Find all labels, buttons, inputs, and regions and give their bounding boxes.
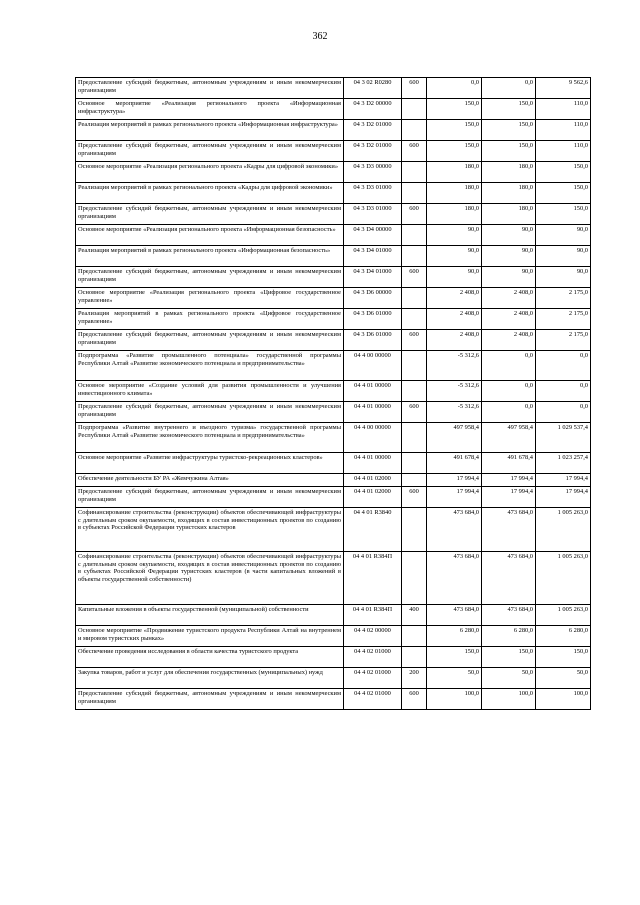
row-expense-type xyxy=(402,162,427,183)
row-value-3: 110,0 xyxy=(536,99,591,120)
row-value-1: 90,0 xyxy=(427,225,482,246)
table-row xyxy=(76,141,591,162)
row-name: Реализация мероприятий в рамках регионального проекта «Информационная безопасность» xyxy=(76,246,344,267)
row-expense-type xyxy=(402,288,427,309)
row-value-3: 2 175,0 xyxy=(536,309,591,330)
row-value-2: 491 678,4 xyxy=(482,453,536,474)
row-value-2: 180,0 xyxy=(482,162,536,183)
row-expense-type xyxy=(402,120,427,141)
table-row xyxy=(76,453,591,474)
row-name: Реализация мероприятий в рамках регионального проекта «Цифровое государственное управление» xyxy=(76,309,344,330)
row-value-1: -5 312,6 xyxy=(427,351,482,381)
table-row xyxy=(76,162,591,183)
table-row xyxy=(76,689,591,710)
row-value-3: 0,0 xyxy=(536,381,591,402)
row-value-1: 150,0 xyxy=(427,141,482,162)
row-value-3: 1 005 263,0 xyxy=(536,552,591,605)
row-code: 04 3 D4 01000 xyxy=(344,267,402,288)
row-expense-type xyxy=(402,309,427,330)
row-value-3: 150,0 xyxy=(536,204,591,225)
row-value-2: 6 280,0 xyxy=(482,626,536,647)
table-row xyxy=(76,668,591,689)
row-name: Предоставление субсидий бюджетным, автономным учреждениям и иным некоммерческим организациям xyxy=(76,402,344,423)
row-name: Подпрограмма «Развитие внутреннего и въездного туризма» государственной программы Республики Алтай «Развитие экономического потенциала и предпринимательства» xyxy=(76,423,344,453)
row-name: Реализация мероприятий в рамках регионального проекта «Информационная инфраструктура» xyxy=(76,120,344,141)
row-code: 04 4 01 R384П xyxy=(344,552,402,605)
row-code: 04 4 02 01000 xyxy=(344,647,402,668)
row-value-2: 150,0 xyxy=(482,99,536,120)
row-name: Реализация мероприятий в рамках регионального проекта «Кадры для цифровой экономики» xyxy=(76,183,344,204)
table-row xyxy=(76,267,591,288)
row-value-1: 17 994,4 xyxy=(427,487,482,508)
row-value-2: 100,0 xyxy=(482,689,536,710)
row-expense-type xyxy=(402,351,427,381)
row-name: Основное мероприятие «Развитие инфраструктуры туристско-рекреационных кластеров» xyxy=(76,453,344,474)
row-value-2: 2 408,0 xyxy=(482,330,536,351)
row-name: Предоставление субсидий бюджетным, автономным учреждениям и иным некоммерческим организациям xyxy=(76,487,344,508)
row-value-3: 17 994,4 xyxy=(536,487,591,508)
row-value-2: 180,0 xyxy=(482,204,536,225)
row-name: Капитальные вложения в объекты государственной (муниципальной) собственности xyxy=(76,605,344,626)
row-code: 04 3 D4 01000 xyxy=(344,246,402,267)
row-code: 04 3 D3 00000 xyxy=(344,162,402,183)
table-row xyxy=(76,288,591,309)
row-value-3: 110,0 xyxy=(536,141,591,162)
row-expense-type: 600 xyxy=(402,204,427,225)
row-code: 04 4 01 R384П xyxy=(344,605,402,626)
row-value-1: 2 408,0 xyxy=(427,288,482,309)
table-row xyxy=(76,330,591,351)
row-value-2: 2 408,0 xyxy=(482,288,536,309)
row-expense-type: 600 xyxy=(402,487,427,508)
row-expense-type xyxy=(402,453,427,474)
row-name: Основное мероприятие «Создание условий для развития промышленности и улучшения инвестиционного климата» xyxy=(76,381,344,402)
row-code: 04 4 02 01000 xyxy=(344,668,402,689)
row-value-3: 0,0 xyxy=(536,351,591,381)
row-value-2: 17 994,4 xyxy=(482,487,536,508)
row-expense-type: 600 xyxy=(402,689,427,710)
row-value-3: 0,0 xyxy=(536,402,591,423)
row-value-1: 2 408,0 xyxy=(427,309,482,330)
row-code: 04 3 D4 00000 xyxy=(344,225,402,246)
row-value-1: 180,0 xyxy=(427,183,482,204)
row-value-2: 0,0 xyxy=(482,78,536,99)
row-value-1: 473 684,0 xyxy=(427,508,482,552)
table-row xyxy=(76,120,591,141)
row-expense-type: 600 xyxy=(402,402,427,423)
table-row xyxy=(76,423,591,453)
row-name: Основное мероприятие «Продвижение туристского продукта Республики Алтай на внутреннем и мировом туристских рынках» xyxy=(76,626,344,647)
row-value-3: 50,0 xyxy=(536,668,591,689)
table-row xyxy=(76,647,591,668)
row-value-3: 1 029 537,4 xyxy=(536,423,591,453)
table-row xyxy=(76,474,591,487)
row-value-2: 150,0 xyxy=(482,647,536,668)
row-expense-type xyxy=(402,508,427,552)
row-value-1: 473 684,0 xyxy=(427,552,482,605)
row-value-3: 90,0 xyxy=(536,225,591,246)
table-row xyxy=(76,605,591,626)
row-code: 04 3 02 R0280 xyxy=(344,78,402,99)
row-value-1: 6 280,0 xyxy=(427,626,482,647)
row-value-1: 0,0 xyxy=(427,78,482,99)
row-value-1: 90,0 xyxy=(427,267,482,288)
row-value-1: 473 684,0 xyxy=(427,605,482,626)
row-value-2: 0,0 xyxy=(482,402,536,423)
row-expense-type: 600 xyxy=(402,78,427,99)
row-expense-type: 600 xyxy=(402,267,427,288)
row-expense-type: 600 xyxy=(402,141,427,162)
row-code: 04 3 D6 01000 xyxy=(344,330,402,351)
row-value-3: 110,0 xyxy=(536,120,591,141)
row-value-2: 473 684,0 xyxy=(482,605,536,626)
row-value-1: 497 958,4 xyxy=(427,423,482,453)
row-expense-type xyxy=(402,183,427,204)
row-name: Обеспечение проведения исследования в области качества туристского продукта xyxy=(76,647,344,668)
budget-table xyxy=(75,77,591,710)
row-name: Софинансирование строительства (реконструкции) объектов обеспечивающей инфраструктуры с длительным сроком окупаемости, входящих в состав инвестиционных проектов по созданию в субъектах Российской Федерации туристских кластеров (в части капитальных вложений в объекты государственной собственности) xyxy=(76,552,344,605)
row-name: Предоставление субсидий бюджетным, автономным учреждениям и иным некоммерческим организациям xyxy=(76,689,344,710)
row-expense-type: 200 xyxy=(402,668,427,689)
table-row xyxy=(76,204,591,225)
row-value-2: 150,0 xyxy=(482,120,536,141)
table-row xyxy=(76,552,591,605)
row-value-2: 50,0 xyxy=(482,668,536,689)
row-value-3: 150,0 xyxy=(536,183,591,204)
row-code: 04 4 02 00000 xyxy=(344,626,402,647)
row-value-3: 2 175,0 xyxy=(536,288,591,309)
row-name: Софинансирование строительства (реконструкции) объектов обеспечивающей инфраструктуры с длительным сроком окупаемости, входящих в состав инвестиционных проектов по созданию в субъектах Российской Федерации туристских кластеров xyxy=(76,508,344,552)
row-value-1: 180,0 xyxy=(427,204,482,225)
row-value-3: 17 994,4 xyxy=(536,474,591,487)
row-expense-type xyxy=(402,626,427,647)
row-name: Основное мероприятие «Реализация регионального проекта «Цифровое государственное управление» xyxy=(76,288,344,309)
row-code: 04 3 D3 01000 xyxy=(344,183,402,204)
row-value-3: 150,0 xyxy=(536,647,591,668)
row-value-1: 150,0 xyxy=(427,647,482,668)
row-expense-type xyxy=(402,647,427,668)
table-row xyxy=(76,183,591,204)
row-value-3: 2 175,0 xyxy=(536,330,591,351)
row-value-1: 17 994,4 xyxy=(427,474,482,487)
row-name: Предоставление субсидий бюджетным, автономным учреждениям и иным некоммерческим организациям xyxy=(76,330,344,351)
row-code: 04 4 01 00000 xyxy=(344,381,402,402)
row-value-3: 1 005 263,0 xyxy=(536,508,591,552)
row-expense-type xyxy=(402,246,427,267)
row-value-1: -5 312,6 xyxy=(427,402,482,423)
row-value-1: 150,0 xyxy=(427,99,482,120)
row-value-1: 50,0 xyxy=(427,668,482,689)
row-expense-type xyxy=(402,474,427,487)
row-code: 04 4 01 00000 xyxy=(344,402,402,423)
row-value-2: 497 958,4 xyxy=(482,423,536,453)
table-row xyxy=(76,351,591,381)
row-expense-type: 600 xyxy=(402,330,427,351)
row-name: Закупка товаров, работ и услуг для обеспечения государственных (муниципальных) нужд xyxy=(76,668,344,689)
row-code: 04 3 D2 01000 xyxy=(344,120,402,141)
row-expense-type: 400 xyxy=(402,605,427,626)
row-name: Предоставление субсидий бюджетным, автономным учреждениям и иным некоммерческим организациям xyxy=(76,267,344,288)
row-value-1: 2 408,0 xyxy=(427,330,482,351)
table-row xyxy=(76,487,591,508)
table-row xyxy=(76,402,591,423)
table-row xyxy=(76,309,591,330)
table-row xyxy=(76,246,591,267)
table-row xyxy=(76,381,591,402)
row-value-2: 150,0 xyxy=(482,141,536,162)
row-value-2: 2 408,0 xyxy=(482,309,536,330)
table-row xyxy=(76,225,591,246)
row-value-1: 150,0 xyxy=(427,120,482,141)
row-value-1: 100,0 xyxy=(427,689,482,710)
row-name: Основное мероприятие «Реализация регионального проекта «Кадры для цифровой экономики» xyxy=(76,162,344,183)
row-value-2: 473 684,0 xyxy=(482,552,536,605)
row-value-1: 90,0 xyxy=(427,246,482,267)
row-expense-type xyxy=(402,552,427,605)
page-number: 362 xyxy=(312,31,328,42)
row-expense-type xyxy=(402,99,427,120)
row-code: 04 3 D2 00000 xyxy=(344,99,402,120)
row-name: Подпрограмма «Развитие промышленного потенциала» государственной программы Республики Алтай «Развитие экономического потенциала и предпринимательства» xyxy=(76,351,344,381)
row-value-3: 1 005 263,0 xyxy=(536,605,591,626)
row-code: 04 4 01 02000 xyxy=(344,487,402,508)
row-value-2: 17 994,4 xyxy=(482,474,536,487)
row-value-2: 90,0 xyxy=(482,246,536,267)
table-row xyxy=(76,626,591,647)
row-name: Предоставление субсидий бюджетным, автономным учреждениям и иным некоммерческим организациям xyxy=(76,141,344,162)
row-value-2: 473 684,0 xyxy=(482,508,536,552)
row-value-3: 100,0 xyxy=(536,689,591,710)
row-code: 04 3 D2 01000 xyxy=(344,141,402,162)
row-name: Основное мероприятие «Реализация регионального проекта «Информационная безопасность» xyxy=(76,225,344,246)
row-value-2: 0,0 xyxy=(482,351,536,381)
row-code: 04 4 02 01000 xyxy=(344,689,402,710)
row-code: 04 4 00 00000 xyxy=(344,351,402,381)
row-name: Предоставление субсидий бюджетным, автономным учреждениям и иным некоммерческим организациям xyxy=(76,78,344,99)
row-code: 04 3 D6 00000 xyxy=(344,288,402,309)
row-value-3: 90,0 xyxy=(536,246,591,267)
row-value-1: 491 678,4 xyxy=(427,453,482,474)
row-value-3: 1 023 257,4 xyxy=(536,453,591,474)
row-value-3: 150,0 xyxy=(536,162,591,183)
table-row xyxy=(76,99,591,120)
row-name: Обеспечение деятельности БУ РА «Жемчужина Алтая» xyxy=(76,474,344,487)
row-code: 04 4 01 02000 xyxy=(344,474,402,487)
row-value-1: 180,0 xyxy=(427,162,482,183)
row-name: Основное мероприятие «Реализация регионального проекта «Информационная инфраструктура» xyxy=(76,99,344,120)
row-code: 04 4 00 00000 xyxy=(344,423,402,453)
row-value-2: 180,0 xyxy=(482,183,536,204)
row-value-3: 6 280,0 xyxy=(536,626,591,647)
row-expense-type xyxy=(402,225,427,246)
row-value-2: 0,0 xyxy=(482,381,536,402)
row-value-2: 90,0 xyxy=(482,267,536,288)
row-code: 04 4 01 00000 xyxy=(344,453,402,474)
row-value-2: 90,0 xyxy=(482,225,536,246)
row-value-3: 90,0 xyxy=(536,267,591,288)
row-code: 04 3 D6 01000 xyxy=(344,309,402,330)
row-expense-type xyxy=(402,423,427,453)
table-row xyxy=(76,508,591,552)
row-code: 04 4 01 R3840 xyxy=(344,508,402,552)
row-value-3: 9 562,6 xyxy=(536,78,591,99)
row-code: 04 3 D3 01000 xyxy=(344,204,402,225)
table-row xyxy=(76,78,591,99)
row-value-1: -5 312,6 xyxy=(427,381,482,402)
row-name: Предоставление субсидий бюджетным, автономным учреждениям и иным некоммерческим организациям xyxy=(76,204,344,225)
row-expense-type xyxy=(402,381,427,402)
